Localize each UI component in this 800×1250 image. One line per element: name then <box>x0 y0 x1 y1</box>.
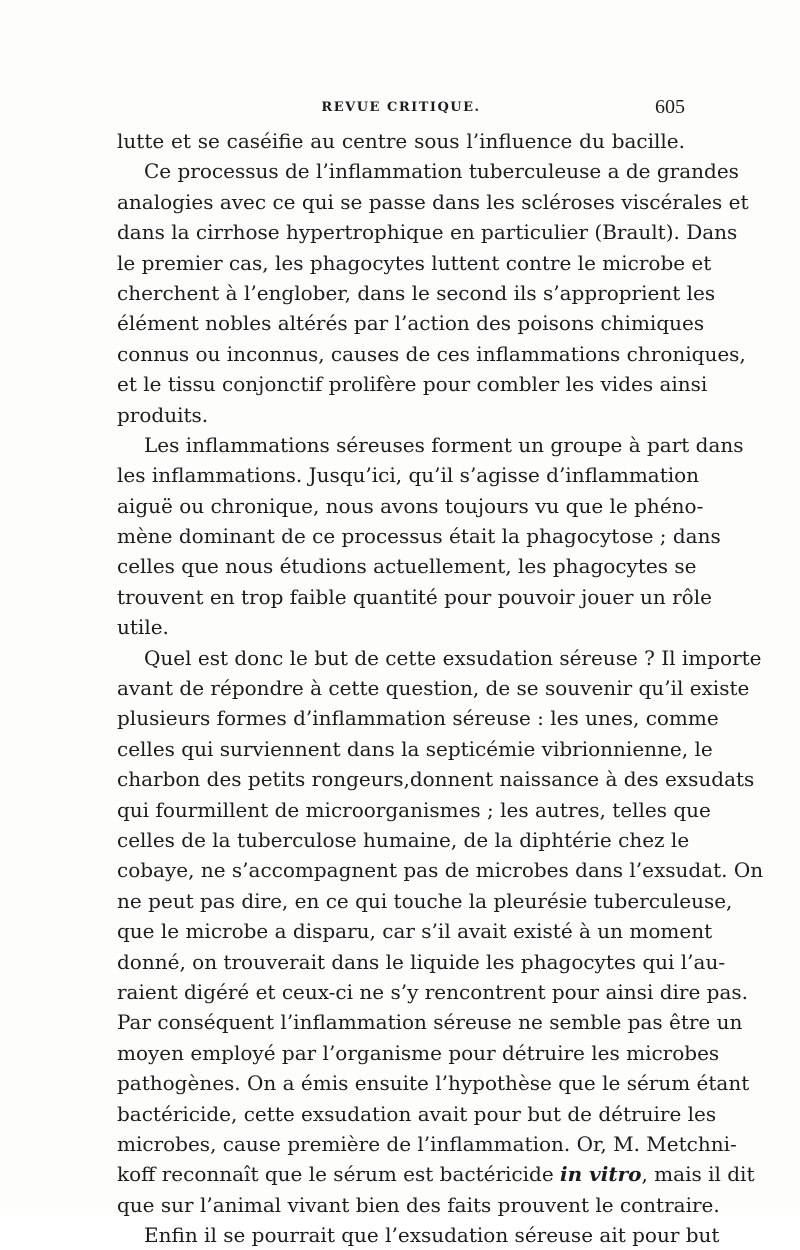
text-line: Enfin il se pourrait que l’exsudation séreuse ait pour but <box>144 1223 720 1248</box>
text-line: utile. <box>117 615 169 640</box>
text-line: raient digéré et ceux-ci ne s’y rencontrent pour ainsi dire pas. <box>117 979 748 1004</box>
text-line: donné, on trouverait dans le liquide les phagocytes qui l’au- <box>117 949 726 974</box>
text-line: pathogènes. On a émis ensuite l’hypothèse que le sérum étant <box>117 1071 750 1096</box>
text-line: que sur l’animal vivant bien des faits prouvent le contraire. <box>117 1192 720 1217</box>
text-line: connus ou inconnus, causes de ces inflammations chroniques, <box>117 341 746 366</box>
text-line: microbes, cause première de l’inflammation. Or, M. Metchni- <box>117 1131 737 1156</box>
text-line: cherchent à l’englober, dans le second ils s’approprient les <box>117 280 716 305</box>
text-line: le premier cas, les phagocytes luttent contre le microbe et <box>117 250 712 275</box>
text-line: celles que nous étudions actuellement, les phagocytes se <box>117 554 697 579</box>
text-line: moyen employé par l’organisme pour détruire les microbes <box>117 1040 720 1065</box>
text-line: trouvent en trop faible quantité pour pouvoir jouer un rôle <box>117 584 712 609</box>
italic-in-vitro: in vitro <box>560 1162 642 1187</box>
text-line: produits. <box>117 402 209 427</box>
text-line: charbon des petits rongeurs,donnent naissance à des exsudats <box>117 767 755 792</box>
text-segment: , mais il dit <box>641 1162 755 1187</box>
text-segment: koff reconnaît que le sérum est bactéricide <box>117 1162 554 1187</box>
text-line: Les inflammations séreuses forment un groupe à part dans <box>144 432 744 457</box>
text-line: plusieurs formes d’inflammation séreuse : les unes, comme <box>117 706 719 731</box>
text-line: Par conséquent l’inflammation séreuse ne semble pas être un <box>117 1010 743 1035</box>
running-title: REVUE CRITIQUE. <box>321 100 481 115</box>
text-line: aiguë ou chronique, nous avons toujours vu que le phéno- <box>117 493 704 518</box>
text-line: et le tissu conjonctif prolifère pour combler les vides ainsi <box>117 372 708 397</box>
text-line: lutte et se caséifie au centre sous l’influence du bacille. <box>117 129 685 153</box>
running-header <box>117 96 685 122</box>
text-line: analogies avec ce qui se passe dans les scléroses viscérales et <box>117 189 749 214</box>
text-line: élément nobles altérés par l’action des poisons chimiques <box>117 311 705 336</box>
body-text <box>117 126 764 1250</box>
text-line: Ce processus de l’inflammation tuberculeuse a de grandes <box>144 159 739 184</box>
text-line: que le microbe a disparu, car s’il avait existé à un moment <box>117 919 713 944</box>
text-line: celles de la tuberculose humaine, de la diphtérie chez le <box>117 827 690 852</box>
text-line: ne peut pas dire, en ce qui touche la pleurésie tuberculeuse, <box>117 888 733 913</box>
text-line: dans la cirrhose hypertrophique en particulier (Brault). Dans <box>117 220 738 245</box>
text-line: mène dominant de ce processus était la phagocytose ; dans <box>117 524 721 549</box>
text-line: qui fourmillent de microorganismes ; les autres, telles que <box>117 797 711 822</box>
text-line: les inflammations. Jusqu’ici, qu’il s’agisse d’inflammation <box>117 463 700 488</box>
page-number: 605 <box>655 96 685 118</box>
text-line-with-italic <box>117 1159 755 1189</box>
text-line: bactéricide, cette exsudation avait pour but de détruire les <box>117 1101 717 1126</box>
text-line: avant de répondre à cette question, de se souvenir qu’il existe <box>117 676 750 701</box>
text-line: Quel est donc le but de cette exsudation séreuse ? Il importe <box>144 645 762 670</box>
text-line: cobaye, ne s’accompagnent pas de microbes dans l’exsudat. On <box>117 858 764 883</box>
text-line: celles qui surviennent dans la septicémie vibrionnienne, le <box>117 736 713 761</box>
